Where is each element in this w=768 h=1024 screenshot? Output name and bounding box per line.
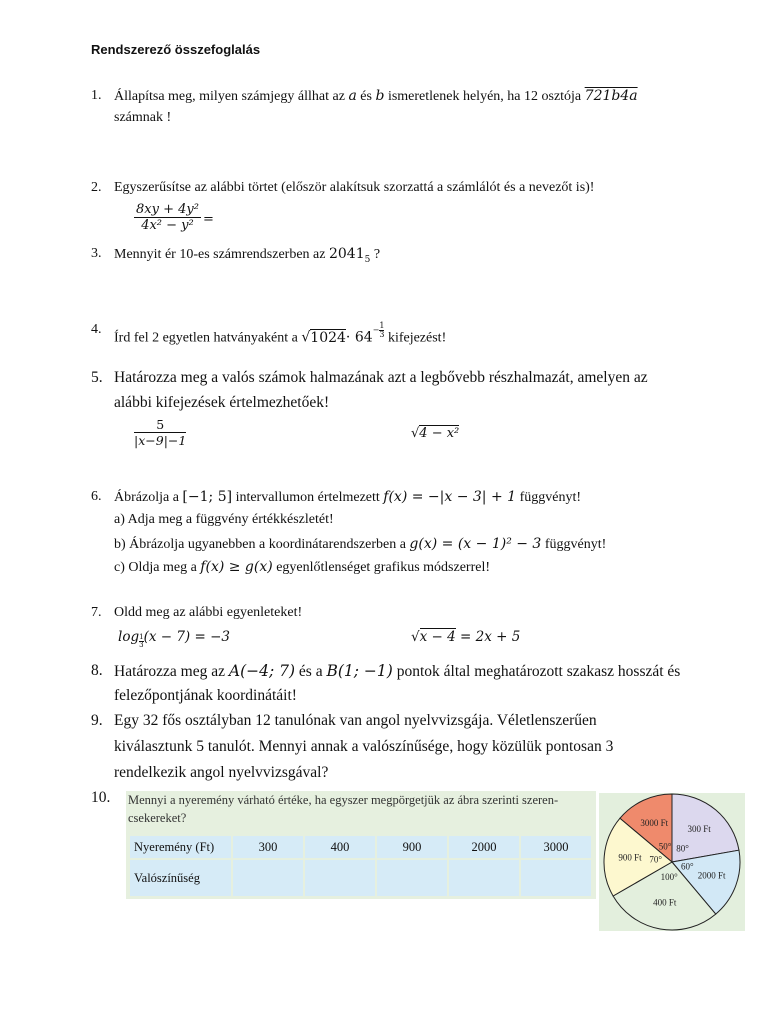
question-10-line-1: Mennyi a nyeremény várható értéke, ha egyszer megpörgetjük az ábra szerinti szeren- [128,793,559,807]
question-7-text: Oldd meg az alábbi egyenleteket! [114,605,303,620]
question-number: 6. [91,489,102,504]
sqrt-expression: √4 − x² [411,426,460,441]
sqrt-equation: √x − 4 = 2x + 5 [411,629,521,645]
slice-angle-label: 80° [676,843,689,854]
table-cell [376,859,448,897]
slice-label: 900 Ft [618,852,642,863]
table-row [129,859,592,897]
question-8-line-2: felezőpontjának koordinátáit! [114,687,297,704]
question-number: 10. [91,789,111,806]
slice-angle-label: 50° [658,841,672,852]
table-cell: 400 [304,835,376,859]
slice-angle-label: 70° [649,854,663,865]
question-6-c: c) Oldja meg a f(x) ≥ g(x) egyenlőtlenséget grafikus módszerrel! [114,559,491,575]
question-5-line-1: Határozza meg a valós számok halmazának azt a legbővebb részhalmazát, amelyen az [114,369,648,386]
question-number: 1. [91,88,102,103]
question-number: 3. [91,246,102,261]
table-cell: 2000 [448,835,520,859]
equals-sign: = [203,212,214,227]
table-cell [520,859,592,897]
question-5-line-2: alábbi kifejezések értelmezhetőek! [114,394,330,411]
table-cell [232,859,304,897]
fraction [134,202,201,233]
log-equation: log $\frac{1}{3}$ (x − 7) = −3 [118,629,230,649]
slice-label: 400 Ft [653,897,677,908]
table-cell: 3000 [520,835,592,859]
question-number: 2. [91,180,102,195]
table-cell: 900 [376,835,448,859]
slice-angle-label: 100° [660,872,678,883]
question-9-line-1: Egy 32 fős osztályban 12 tanulónak van angol nyelvvizsgája. Véletlenszerűen [114,712,597,729]
question-9-line-3: rendelkezik angol nyelvvizsgával? [114,764,329,781]
probability-table [128,834,593,898]
question-1-line-1: Állapítsa meg, milyen számjegy állhat az a és b ismeretlenek helyén, ha 12 osztója 721b4a [114,88,638,104]
numerator: 8xy + 4y² [136,202,199,217]
denominator: |x−9|−1 [134,433,187,448]
slice-angle-label: 60° [680,861,694,872]
question-6-b: b) Ábrázolja ugyanebben a koordinátarendszerben a g(x) = (x − 1)² − 3 függvényt! [114,536,607,552]
pie-chart [599,793,745,931]
question-4-text: Írd fel 2 egyetlen hatványaként a √1024· 64− $\frac{1}{3}$ kifejezést! [114,321,447,346]
denominator: 4x² − y² [134,217,201,233]
question-1-line-2: számnak ! [114,110,172,125]
slice-label: 2000 Ft [697,870,726,881]
question-number: 9. [91,712,103,729]
row-header: Valószínűség [129,859,232,897]
question-8-line-1: Határozza meg az A(−4; 7) és a B(1; −1) pontok által meghatározott szakasz hosszát és [114,662,681,680]
numerator: 5 [156,417,165,432]
question-10-line-2: csekereket? [128,811,187,825]
table-cell [448,859,520,897]
question-3-text: Mennyit ér 10-es számrendszerben az $2041_5$ ? [114,246,381,265]
page-title: Rendszerező összefoglalás [91,42,261,57]
table-cell: 300 [232,835,304,859]
table-cell [304,859,376,897]
pie-chart-box [599,793,745,931]
question-2-text: Egyszerűsítse az alábbi törtet (először alakítsuk szorzattá a számlálót és a nevezőt is)! [114,180,595,195]
question-6-a: a) Adja meg a függvény értékkészletét! [114,512,334,527]
slice-label: 3000 Ft [640,817,669,828]
row-header: Nyeremény (Ft) [129,835,232,859]
question-number: 8. [91,662,103,679]
table-row [129,835,592,859]
overlined-number: 721b4a [584,88,638,104]
question-6-line-1: Ábrázolja a [−1; 5] intervallumon értelmezett f(x) = −|x − 3| + 1 függvényt! [114,489,581,505]
question-number: 4. [91,322,102,337]
slice-label: 300 Ft [687,823,711,834]
question-number: 5. [91,369,103,386]
fraction [134,417,186,448]
question-number: 7. [91,605,102,620]
question-9-line-2: kiválasztunk 5 tanulót. Mennyi annak a valószínűsége, hogy közülük pontosan 3 [114,738,614,755]
